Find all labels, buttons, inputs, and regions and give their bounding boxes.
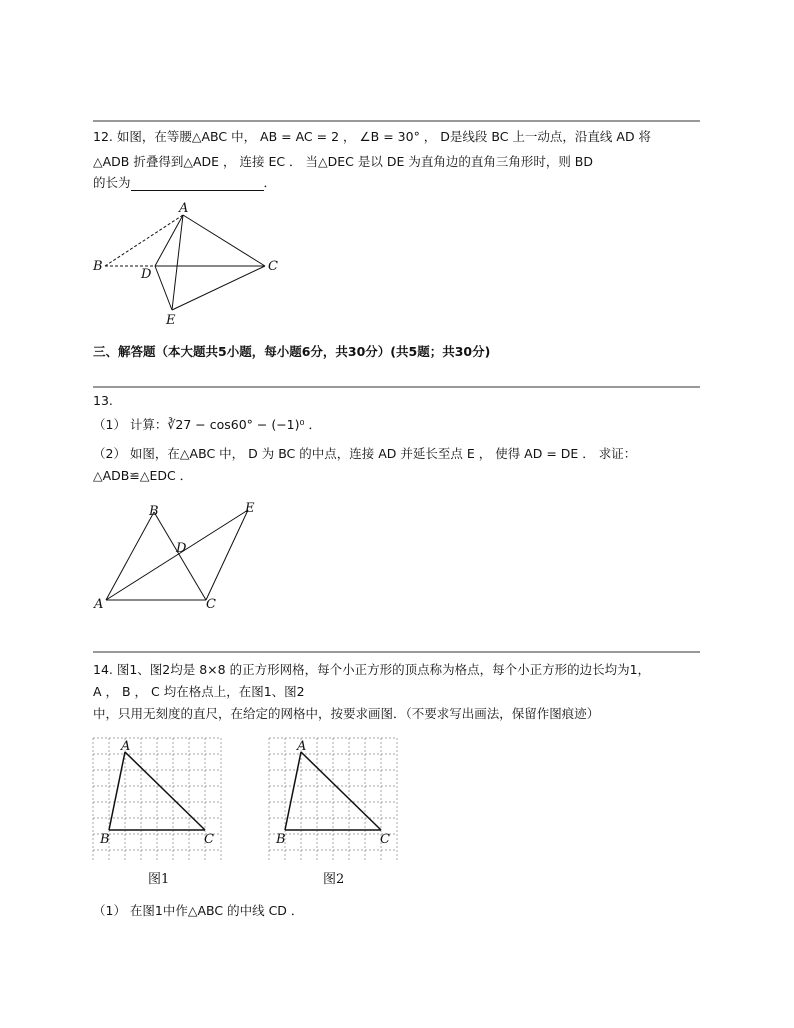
q14-line3: 中，只用无刻度的直尺，在给定的网格中，按要求画图．（不要求写出画法，保留作图痕迹） — [93, 706, 600, 721]
segment-AE — [172, 215, 183, 310]
label-A: A — [297, 739, 307, 754]
label-C: C — [204, 832, 214, 847]
q14-part1: （1） 在图1中作△ABC 的中线 CD ． — [93, 903, 304, 918]
divider-rule — [93, 120, 700, 122]
q12-line2: △ADB 折叠得到△ADE ， 连接 EC ． 当△DEC 是以 DE 为直角边的直角三角形时，则 BD — [93, 154, 594, 169]
q12-line3-end: ． — [263, 175, 277, 190]
segment-BC — [154, 512, 206, 600]
segment-AB — [106, 512, 154, 600]
q14-figure2 — [268, 737, 398, 862]
label-B: B — [276, 832, 286, 847]
q14-line2: A ， B ， C 均在格点上，在图1、图2 — [93, 684, 305, 699]
q13-part1: （1） 计算：∛27 − cos60° − (−1)⁰ ． — [93, 417, 321, 432]
label-A: A — [179, 201, 189, 216]
q13-number: 13. — [93, 393, 113, 408]
label-A: A — [121, 739, 131, 754]
label-C: C — [380, 832, 390, 847]
fig2-caption: 图2 — [323, 872, 345, 887]
label-C: C — [268, 259, 278, 274]
label-B: B — [93, 259, 103, 274]
label-E: E — [245, 501, 255, 516]
divider-rule — [93, 651, 700, 653]
q12-line1: 12. 如图，在等腰△ABC 中， AB = AC = 2 ， ∠B = 30° ， D是线段 BC 上一动点，沿直线 AD 将 — [93, 129, 652, 144]
q12-line3 — [93, 175, 276, 191]
segment-AC — [183, 215, 265, 266]
label-D: D — [141, 267, 152, 282]
grid — [269, 738, 397, 862]
label-A: A — [94, 597, 104, 612]
q13-part2-line1: （2） 如图，在△ABC 中， D 为 BC 的中点，连接 AD 并延长至点 E ， 使得 AD = DE ． 求证： — [93, 446, 637, 461]
label-D: D — [176, 541, 187, 556]
label-C: C — [206, 597, 216, 612]
segment-EC — [172, 266, 265, 310]
q14-figure1 — [92, 737, 222, 862]
q13-part2-line2: △ADB≌△EDC ． — [93, 468, 193, 483]
label-E: E — [166, 313, 176, 328]
divider-rule — [93, 386, 700, 388]
label-B: B — [100, 832, 110, 847]
label-B: B — [149, 504, 159, 519]
segment-DE — [155, 266, 172, 310]
segment-AD — [155, 215, 183, 266]
q12-figure — [85, 200, 285, 330]
answer-blank — [131, 177, 264, 191]
q13-figure — [88, 498, 268, 613]
grid — [93, 738, 221, 862]
fig1-caption: 图1 — [148, 872, 170, 887]
segment-AB-dashed — [105, 215, 183, 266]
q12-line3-text: 的长为 — [93, 175, 131, 190]
section3-heading: 三、解答题（本大题共5小题，每小题6分，共30分）(共5题；共30分) — [93, 344, 491, 359]
q14-line1: 14. 图1、图2均是 8×8 的正方形网格，每个小正方形的顶点称为格点，每个小正方形的边长均为1， — [93, 662, 651, 677]
